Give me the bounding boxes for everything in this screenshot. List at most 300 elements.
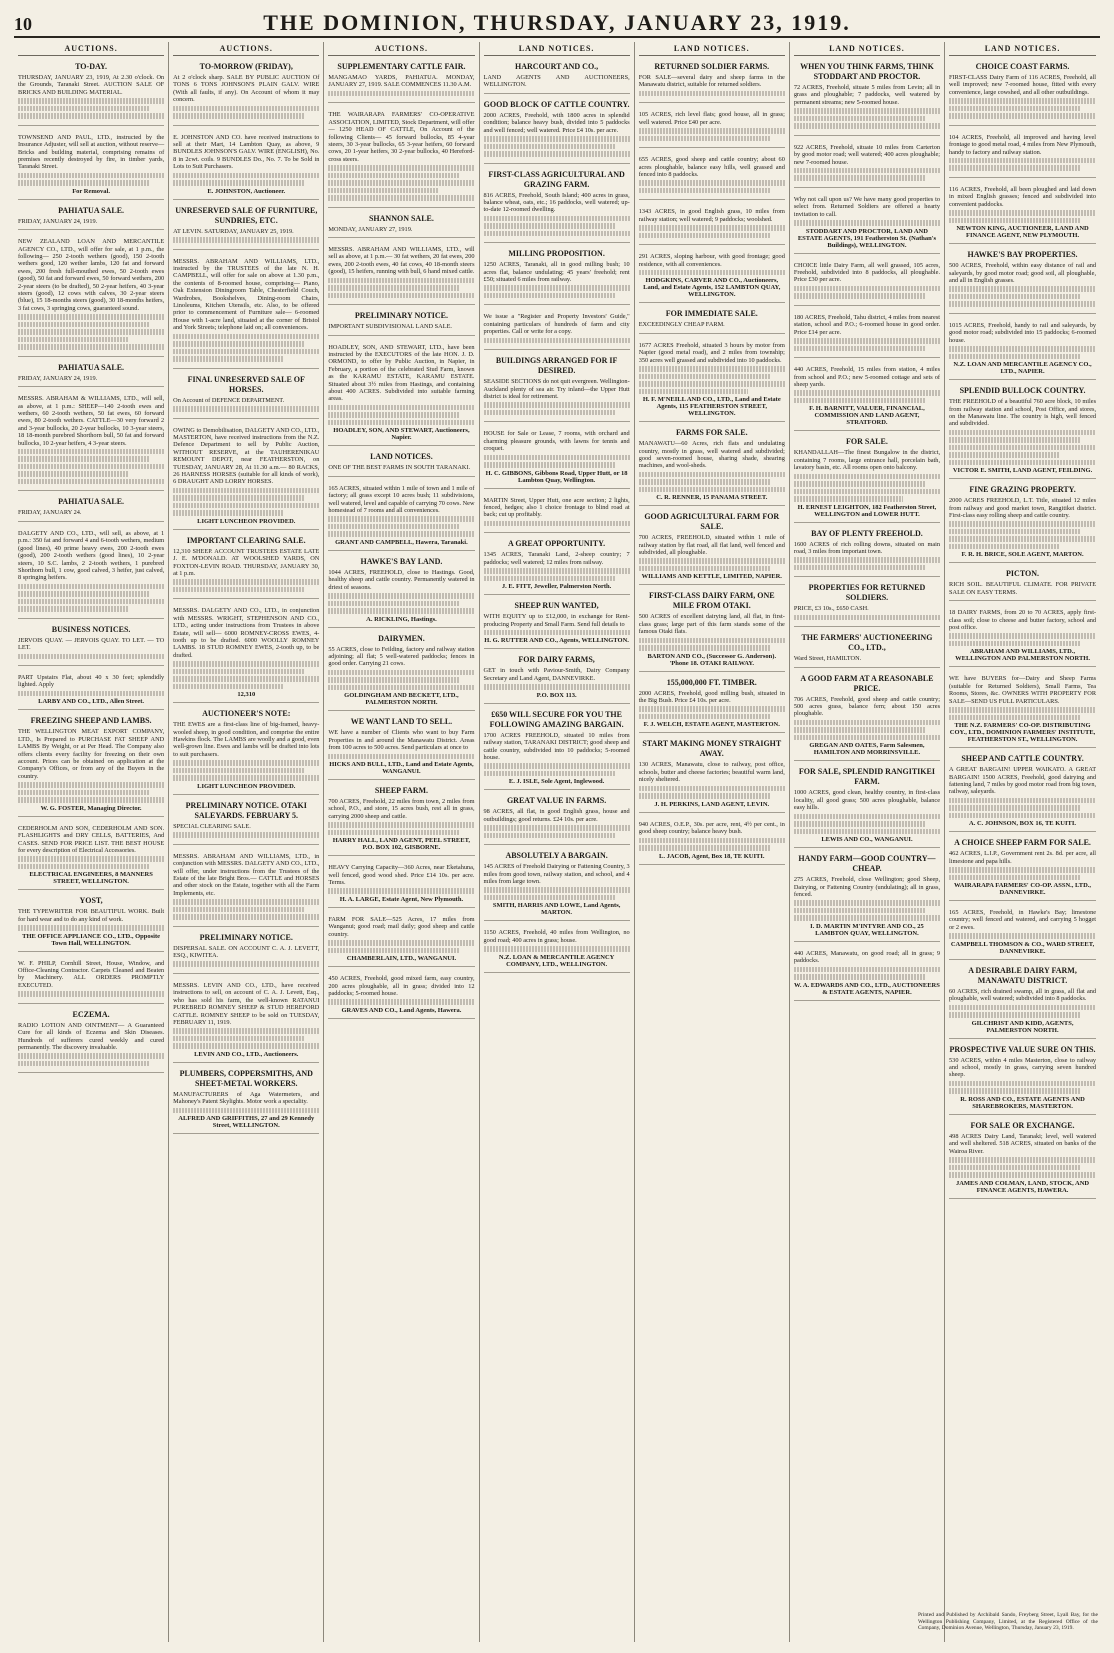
ad-signature: STODDART AND PROCTOR, LAND AND ESTATE AGENTS, 191 Featherston St. (Nathan's Buildings), WELLINGTON. [797,227,937,249]
ad-body-text: AT LEVIN. SATURDAY, JANUARY 25, 1919. [173,227,294,235]
ad-signature: NEWTON KING, AUCTIONEER, LAND AND FINANCE AGENT, NEW PLYMOUTH. [956,225,1089,240]
ad-body-text: 462 ACRES, L.I.P., Government rent 2s. 8d. per acre, all limestone and papa hills. [949,850,1097,865]
illegible-print-line [484,771,616,777]
ad-body-text: HEAVY Carrying Capacity—360 Acres, near Eketahuna, well fenced, good wood shed. Price £14 10s. per acre. Terms. [328,864,475,887]
advertisement [484,246,630,305]
illegible-print-line [173,495,305,501]
ad-body-text: MANUFACTURERS of Aga Watermeters, and Mahoney's Patent Skylights. Motor work a speciality. [173,1090,320,1106]
ad-body-text: FRIDAY, JANUARY 24. [18,509,82,517]
ad-body-text: 2000 ACRES, Freehold, with 1800 acres in splendid condition; balance heavy bush, divided into 5 paddocks and well fenced; well watered. Price £4 10s. per acre. [483,111,630,134]
advertisement [173,253,319,369]
ad-heading: HANDY FARM—GOOD COUNTRY—CHEAP. [798,854,936,874]
advertisement [484,353,630,422]
column-6 [790,42,945,1642]
ad-heading: WHEN YOU THINK FARMS, THINK STODDART AND PROCTOR. [800,62,934,81]
advertisement [639,675,785,734]
ad-body-text: NEW ZEALAND LOAN AND MERCANTILE AGENCY CO., LTD., will offer for sale, at 1 p.m., the following— 250 2-tooth wethers (good), 150 2-tooth wethers good, 120 wether lambs, 120 fat and forward ewes, 200 fresh full-mouthed ewes, 50 2-tooth ewes (good), 50 fat and forward ewes, 50 forward wethers, 200 2-year steers (to be drafted), 50 2-year heifers, 40 3-year steers (good), 12 cows with calves, 30 2-year steers (blue), 15 18-months steers (good), 30 18-months heifers, 3 fat cows, 3 springing cows, guaranteed sound. [18,238,165,312]
advertisement [173,533,319,600]
ad-body-text: 2000 ACRES, Freehold, good milling bush, situated in the Big Bush. Price £4 10s. per acre. [638,689,785,705]
ad-body-text: 940 ACRES, O.E.P., 30s. per acre, rent, 4½ per cent., in good sheep country; balance heavy bush. [638,820,785,836]
ad-signature: W. A. EDWARDS AND CO., LTD., AUCTIONEERS & ESTATE AGENTS, NAPIER. [794,981,940,996]
illegible-print-line [173,899,319,905]
ad-body-text: Why not call upon us? We have many good properties to select from. Returned Soldiers are offered a hearty invitation to call. [793,195,941,218]
advertisement [949,604,1096,667]
advertisement [949,904,1096,960]
ad-signature: H. ERNEST LEIGHTON, 182 Featherston Street, WELLINGTON and LOWER HUTT. [797,503,937,518]
illegible-print-line [328,888,474,894]
ad-signature: GOLDINGHAM AND BECKETT, LTD., PALMERSTON NORTH. [344,692,459,707]
column-heading: LAND NOTICES. [484,42,630,56]
advertisement [639,736,785,812]
ad-signature: H. G. RUTTER AND CO., Agents, WELLINGTON. [484,637,629,645]
illegible-print-line [18,106,150,112]
ad-heading: SPLENDID BULLOCK COUNTRY. [959,386,1086,396]
ad-body-text: DISPERSAL SALE. ON ACCOUNT C. A. J. LEVETT, ESQ., KIWITEA. [173,944,320,960]
illegible-print-line [484,576,616,582]
advertisement [794,630,940,667]
advertisement [639,248,785,303]
advertisement [18,360,164,387]
illegible-print-line [639,558,785,564]
ad-body-text: 700 ACRES, Freehold, 22 miles from town, 2 miles from school, P.O., and store, 15 acres bush, rest all in grass, carrying 2000 sheep and cattle. [328,798,475,820]
ad-signature: LIGHT LUNCHEON PROVIDED. [197,517,296,525]
illegible-print-line [173,180,305,186]
ad-body-text: 500 ACRES of excellent dairying land, all flat, in first-class grass; large part of this farm stands some of the famous Otaki flats. [638,613,785,636]
illegible-print-line [328,405,474,411]
ad-body-text: 700 ACRES, FREEHOLD, situated within 1 mile of railway station by flat road, all flat land, well fenced and subdivided, all ploughable. [638,534,785,557]
ad-heading: WE WANT LAND TO SELL. [350,717,453,727]
advertisement [794,526,940,578]
illegible-print-line [328,593,474,599]
advertisement [173,602,319,703]
advertisement [484,924,630,972]
ad-body-text: 55 ACRES, close to Feilding, factory and railway station adjoining; all flat; 5 well-watered paddocks; fences in good order. Carrying 21 cows. [328,645,475,668]
illegible-print-line [794,720,940,726]
ad-heading: BUSINESS NOTICES. [51,624,131,634]
advertisement [639,588,785,671]
ad-body-text: CHOICE little Dairy Farm, all well grassed, 105 acres, Freehold, subdivided into 8 paddocks, all ploughable. Price £30 per acre. [793,261,941,284]
illegible-print-line [949,346,1096,352]
illegible-print-line [794,108,940,114]
ad-body-text: 500 ACRES, Freehold, within easy distance of rail and saleyards, by good motor road; good soil, all ploughable, and all in English grasses. [949,262,1097,284]
illegible-print-line [484,216,630,222]
advertisement [949,751,1096,832]
ad-body-text: SEASIDE SECTIONS do not quit evergreen. Wellington-Auckland plenty of sea air. Try inland—the Upper Hutt district is ideal for retirement. [483,378,630,400]
illegible-print-line [18,98,164,104]
illegible-print-line [639,786,785,792]
advertisement [18,669,164,710]
ad-body-text: Ward Street, HAMILTON. [793,655,862,663]
illegible-print-line [949,529,1081,535]
ad-body-text: 72 ACRES, Freehold, situate 5 miles from Levin; all in grass and ploughable; 7 paddocks, well watered by permanent streams; new 5-roomed house. [793,84,941,106]
ad-signature: J. E. FITT, Jeweller, Palmerston North. [501,583,612,591]
illegible-print-line [484,223,616,229]
advertisement [18,494,164,521]
advertisement [794,764,940,848]
advertisement [173,977,319,1063]
illegible-print-line [639,645,771,651]
ad-heading: FIRST-CLASS DAIRY FARM, ONE MILE FROM OTAKI. [648,591,775,611]
illegible-print-line [794,346,926,352]
ad-heading: PRELIMINARY NOTICE. [199,932,293,942]
illegible-print-line [173,1028,319,1034]
ad-body-text: E. JOHNSTON AND CO. have received instructions to sell at their Mart, 14 Lambton Quay, as above, 9 BUNDLES JOHNSON'S GALV. WIRE (ENGLISH), No. 8 in 2cwt. coils. 9 BUNDLES Do., No. 7. To be Sold in Lots to Suit Purchasers. [173,133,320,171]
ad-signature: LARBY AND CO., LTD., Allen Street. [38,698,145,706]
ad-heading: CHOICE COAST FARMS. [975,62,1070,71]
ad-body-text: FRIDAY, JANUARY 24, 1919. [18,217,98,225]
illegible-print-line [949,1172,1096,1178]
advertisement [18,820,164,891]
illegible-print-line [484,293,616,299]
ad-heading: PICTON. [1006,569,1040,579]
illegible-print-line [484,887,630,893]
ad-heading: FINAL UNRESERVED SALE OF HORSES. [187,374,305,394]
illegible-print-line [18,856,164,862]
ad-body-text: 1250 ACRES, Taranaki, all in good milling bush; 10 acres flat, balance undulating; 45 years' freehold; rent £50; situated 6 miles from railway. [483,261,630,284]
illegible-print-line [794,398,926,404]
advertisement [794,191,940,254]
illegible-print-line [18,654,164,660]
ad-signature: HODGKINS, CARVER AND CO., Auctioneers, Land, and Estate Agents, 152 LAMBTON QUAY, WELLINGTON. [643,277,781,299]
illegible-print-line [328,948,460,954]
advertisement [949,1118,1096,1199]
illegible-print-line [484,231,630,237]
ad-body-text: 130 ACRES, Manawatu, close to railway, post office, schools, butter and cheese factories; beautiful warm land, nicely sheltered. [638,761,785,784]
ad-signature: CHAMBERLAIN, LTD., WANGANUI. [346,955,457,963]
illegible-print-line [949,106,1081,112]
advertisement [328,339,474,447]
ad-body-text: MESSRS. ABRAHAM AND WILLIAMS, LTD., will sell as above, at 1 p.m.— 30 fat wethers, 20 fat ewes, 200 ewes, 200 2-tooth ewes, 40 fat cows, 40 18-month steers (good), 15 heifers, running with bull, 6 hand mixed cattle. [328,246,475,276]
ad-heading: SHEEP RUN WANTED, [514,601,599,611]
ad-body-text: 922 ACRES, Freehold, situate 10 miles from Carterton by good motor road; well watered; 400 acres ploughable; new 7-roomed house. [793,143,941,166]
ad-heading: PLUMBERS, COPPERSMITHS, AND SHEET-METAL WORKERS. [179,1068,313,1088]
illegible-print-line [18,797,164,803]
advertisement [328,911,474,967]
illegible-print-line [639,136,771,142]
illegible-print-line [328,195,474,201]
advertisement [949,247,1096,314]
ad-body-text: MANAWATU—60 Acres, rich flats and undulating country, mostly in grass, well watered and subdivided; good seven-roomed house, sharing shade, shearing machines, and wool-sheds. [638,440,785,470]
ad-signature: W. G. FOSTER, Managing Director. [40,804,142,812]
illegible-print-line [328,608,474,614]
ad-body-text: FIRST-CLASS Dairy Farm of 116 ACRES, Freehold, all well improved; new 7-roomed house, fitted with every convenience, large cowshed, and all other outbuildings. [949,74,1097,96]
advertisement [173,422,319,530]
ad-body-text: MESSRS. ABRAHAM AND WILLIAMS, LTD., instructed by the TRUSTEES of the late N. H. CAMPBELL, will offer for sale on above at 1.30 p.m., the contents of 8-roomed house, comprising— Piano, Oak Extension Diningroom Table, Chesterfield Couch, Wardrobes, Bookshelves, Dining-room Chairs, Linoleums, Kitchen Utensils, etc. Also, to be offered prior to commencement of Furniture sale— 6-roomed House with 1-acre land, situated at the corner of Bristol and York Streets; telephone laid on; all conveniences. [173,257,320,332]
ad-heading: £650 WILL SECURE FOR YOU THE FOLLOWING AMAZING BARGAIN. [489,709,624,729]
illegible-print-line [794,565,926,571]
illegible-print-line [328,940,474,946]
illegible-print-line [328,999,474,1005]
ad-signature: LIGHT LUNCHEON PROVIDED. [197,782,296,790]
advertisement [18,129,164,200]
illegible-print-line [18,113,164,119]
advertisement [639,337,785,422]
advertisement [328,480,474,551]
ad-body-text: JERVOIS QUAY. — JERVOIS QUAY. TO LET. — TO LET. [18,636,165,652]
ad-heading: PRELIMINARY NOTICE. OTAKI SALEYARDS. FEBRUARY 5. [185,800,307,820]
illegible-print-line [18,456,150,462]
illegible-print-line [949,218,1081,224]
advertisement [949,963,1096,1039]
ad-body-text: MANGAMAO YARDS, PAHIATUA. MONDAY, JANUARY 27, 1919. SALE COMMENCES 11.30 A.M. [328,74,475,89]
ad-heading: AUCTIONEER'S NOTE: [202,709,291,719]
advertisement [328,859,474,908]
illegible-print-line [949,544,1059,550]
illegible-print-line [328,670,474,676]
illegible-print-line [949,875,1081,881]
illegible-print-line [794,474,940,480]
ad-heading: UNRESERVED SALE OF FURNITURE, SUNDRIES, ETC. [175,205,318,225]
advertisement [173,848,319,927]
ad-signature: J. H. PERKINS, LAND AGENT, LEVIN. [654,800,770,808]
illegible-print-line [484,402,630,408]
ad-heading: PROSPECTIVE VALUE SURE ON THIS. [949,1044,1096,1054]
illegible-print-line [484,455,630,461]
advertisement [794,257,940,306]
illegible-print-line [173,669,305,675]
advertisement [18,390,164,491]
ad-body-text: FOR SALE—several dairy and sheep farms in the Manawatu district, suitable for returned soldiers. [638,74,785,89]
ad-signature: 12,310 [237,691,256,699]
ad-heading: PRELIMINARY NOTICE. [354,311,449,321]
column-heading: LAND NOTICES. [639,42,785,56]
illegible-print-line [18,1061,150,1067]
illegible-print-line [949,1165,1081,1171]
illegible-print-line [949,165,1081,171]
illegible-print-line [794,116,926,122]
ad-signature: THE N.Z. FARMERS' CO-OP. DISTRIBUTING COY., LTD., DOMINION FARMERS' INSTITUTE, FEATHERSTON ST., WELLINGTON. [949,722,1096,744]
ad-body-text: 1600 ACRES of rich rolling downs, situated on main road, 3 miles from important town. [793,540,941,555]
illegible-print-line [949,460,1096,466]
advertisement [173,372,319,419]
illegible-print-line [949,536,1096,542]
ad-signature: L. JACOB, Agent, Box 18, TE KUITI. [659,852,765,860]
illegible-print-line [173,832,319,838]
ad-heading: HAWKE'S BAY LAND. [360,556,443,566]
illegible-print-line [328,165,474,171]
illegible-print-line [949,641,1081,647]
illegible-print-line [794,557,940,563]
illegible-print-line [639,838,785,844]
illegible-print-line [484,763,630,769]
ad-heading: FREEZING SHEEP AND LAMBS. [30,716,152,726]
ad-body-text: 655 ACRES, good sheep and cattle country; about 60 acres ploughable, balance easy hills, well grassed and fenced into 8 paddocks. [638,156,785,178]
advertisement [794,139,940,188]
ad-body-text: 706 ACRES, Freehold, good sheep and cattle country; 500 acres grass, balance fern; about 150 acres ploughable. [793,695,941,718]
ad-heading: HARCOURT AND CO., [515,62,599,71]
ad-signature: WAIRARAPA FARMERS' CO-OP. ASSN., LTD., DANNEVIRKE. [954,882,1092,897]
illegible-print-line [484,825,630,831]
advertisement [484,492,630,534]
ad-body-text: RICH SOIL. BEAUTIFUL CLIMATE. FOR PRIVATE SALE ON EASY TERMS. [949,581,1097,596]
ad-body-text: 440 ACRES, Manawatu, on good road; all in grass; 9 paddocks. [793,949,941,965]
illegible-print-line [328,531,474,537]
illegible-print-line [639,706,785,712]
illegible-print-line [949,1012,1081,1018]
ad-heading: SUPPLEMENTARY CATTLE FAIR. [337,62,466,71]
ad-body-text: 105 ACRES, rich level flats; good house, all in grass; well watered. Price £40 per acre. [638,111,785,126]
ad-body-text: OWING to Demobilisation, DALGETY AND CO., LTD., MASTERTON, have received instructions from the N.Z. Defence Department to sell by Public Auction, WITHOUT RESERVE, at the TAUHERENIKAU REMOUNT DEPOT, near FEATHERSTON, on TUESDAY, JANUARY 28, At 11.30 a.m.— 80 RACKS, 26 HARNESS HORSES (suitable for all kinds of work), 6 DRAUGHT AND LORRY HORSES. [173,426,320,486]
ad-body-text: 165 ACRES, Freehold, in Hawke's Bay; limestone country; well fenced and watered, and carrying 5 hogget or 2 ewes. [949,909,1097,931]
ad-body-text: 291 ACRES, sloping harbour, with good frontage; good residence, with all conveniences. [638,253,785,268]
illegible-print-line [639,225,785,231]
ad-signature: A. RICKLING, Hastings. [366,615,437,623]
illegible-print-line [18,606,128,612]
illegible-print-line [18,991,164,997]
ad-heading: DAIRYMEN. [378,633,425,643]
advertisement [18,233,164,357]
ad-body-text: FRIDAY, JANUARY 24, 1919. [18,374,98,382]
ad-signature: I. D. MARTIN M'INTYRE AND CO., 25 LAMBTON QUAY, WELLINGTON. [810,922,924,937]
advertisement [639,203,785,245]
advertisement [949,181,1096,244]
advertisement [328,449,474,476]
illegible-print-line [484,895,616,901]
illegible-print-line [18,479,164,485]
illegible-print-line [949,715,1081,721]
illegible-print-line [794,814,940,820]
illegible-print-line [639,487,785,493]
column-5 [635,42,790,1642]
ad-signature: GILCHRIST AND KIDD, AGENTS, PALMERSTON NORTH. [971,1019,1074,1034]
ad-heading: SHEEP AND CATTLE COUNTRY. [961,754,1084,764]
advertisement [484,793,630,845]
illegible-print-line [484,462,616,468]
illegible-print-line [949,98,1096,104]
advertisement [484,59,630,94]
illegible-print-line [18,864,150,870]
illegible-print-line [794,123,940,129]
ad-signature: HARRY HALL, LAND AGENT, PEEL STREET, P.O. BOX 102, GISBORNE. [332,837,471,852]
illegible-print-line [484,338,630,344]
column-heading: AUCTIONS. [328,42,474,56]
illegible-print-line [173,768,305,774]
ad-signature: F. R. H. BRICE, SOLE AGENT, MARTON. [961,551,1084,559]
illegible-print-line [18,584,164,590]
illegible-print-line [484,136,630,142]
ad-heading: FOR SALE. [846,437,888,447]
illegible-print-line [173,341,305,347]
advertisement [328,631,474,712]
column-7 [945,42,1100,1642]
illegible-print-line [639,845,771,851]
ad-body-text: 1343 ACRES, in good English grass, 10 miles from railway station; well watered; 9 paddocks; woolshed. [638,208,785,223]
ad-body-text: THE TYPEWRITER FOR BEAUTIFUL WORK. Built for hard wear and to do any kind of work. [18,908,165,923]
ad-signature: LEVIN AND CO., LTD., Auctioneers. [194,1050,299,1058]
illegible-print-line [173,237,319,243]
ad-body-text: PART Upstairs Flat, about 40 x 30 feet; splendidly lighted. Apply [18,674,165,689]
ad-body-text: MESSRS. ABRAHAM AND WILLIAMS, LTD., in conjunction with MESSRS. DALGETY AND CO., LTD., will offer, under instructions from the Trustees of the Estate of the late Bright Bros.— CATTLE and HORSES and other stock on the Estate, together with all the Farm Implements, etc. [173,852,320,897]
illegible-print-line [173,907,305,913]
illegible-print-line [794,900,940,906]
advertisement [949,835,1096,901]
advertisement [639,106,785,148]
column-2 [169,42,324,1642]
advertisement [794,59,940,136]
illegible-print-line [328,91,474,97]
illegible-print-line [794,175,926,181]
column-heading: LAND NOTICES. [794,42,940,56]
advertisement [328,714,474,780]
illegible-print-line [639,472,785,478]
illegible-print-line [18,180,150,186]
ad-heading: MILLING PROPOSITION. [508,249,605,259]
advertisement [484,598,630,649]
ad-signature: JAMES AND COLMAN, LAND, STOCK, AND FINANCE AGENTS, HAWERA. [955,1179,1090,1194]
ad-heading: FOR DAIRY FARMS, [518,655,595,665]
ad-body-text: 1345 ACRES, Taranaki Land, 2-sheep country; 7 paddocks; well watered; 12 miles from railway. [483,551,630,566]
advertisement [639,151,785,200]
illegible-print-line [18,790,150,796]
ad-signature: VICTOR E. SMITH, LAND AGENT, FEILDING. [952,467,1093,475]
illegible-print-line [173,510,283,516]
ad-signature: H. A. LARGE, Estate Agent, New Plymouth. [339,895,464,903]
ad-signature: HOADLEY, SON, AND STEWART, Auctioneers, Napier. [333,427,470,442]
advertisement [949,317,1096,380]
ad-signature: LEWIS AND CO., WANGANUI. [821,836,913,844]
illegible-print-line [794,727,926,733]
ad-signature: ELECTRICAL ENGINEERS, 8 MANNERS STREET, WELLINGTON. [29,871,153,886]
illegible-print-line [328,278,474,284]
ad-signature: R. ROSS AND CO., ESTATE AGENTS AND SHAREBROKERS, MASTERTON. [960,1095,1085,1110]
illegible-print-line [173,349,319,355]
advertisement [794,434,940,522]
ad-heading: RETURNED SOLDIER FARMS. [654,62,770,71]
advertisement [173,129,319,200]
ad-heading: PROPERTIES FOR RETURNED SOLDIERS. [808,583,926,603]
illegible-print-line [794,489,940,495]
advertisement [639,509,785,585]
page-number: 10 [14,14,32,34]
illegible-print-line [639,638,785,644]
ad-heading: LAND NOTICES. [370,452,433,462]
advertisement [639,59,785,103]
ad-body-text: EXCEEDINGLY CHEAP FARM. [638,321,725,329]
ad-heading: PAHIATUA SALE. [58,205,125,215]
ad-signature: E. J. ISLE, Sole Agent, Inglewood. [508,778,605,786]
column-3 [324,42,479,1642]
ad-signature: BARTON AND CO., (Successor G. Anderson). 'Phone 18. OTAKI RAILWAY. [647,652,777,667]
ad-body-text: KHANDALLAH—The finest Bungalow in the district, containing 7 rooms, large entrance hall, porcelain bath, lavatory basin, etc. All rooms open onto balcony. [793,449,941,472]
advertisement [173,798,319,845]
ad-body-text: FARM FOR SALE—525 Acres, 17 miles from Wanganui; good road; mail daily; good sheep and cattle country. [328,915,475,938]
ad-body-text: THURSDAY, JANUARY 23, 1919, At 2.30 o'clock. On the Grounds, Taranaki Street. AUCTION SALE OF BRICKS AND BUILDING MATERIAL. [18,74,165,96]
advertisement [484,425,630,488]
illegible-print-line [949,301,1096,307]
advertisement [328,241,474,305]
advertisement [794,580,940,627]
illegible-print-line [18,1053,164,1059]
illegible-print-line [173,106,319,112]
ad-body-text: 498 ACRES Dairy Land, Taranaki; level, well watered and well sheltered. 518 ACRES, situated on banks of the Wairoa River. [949,1132,1097,1155]
advertisement [639,816,785,865]
advertisement [794,671,940,762]
advertisement [639,425,785,506]
illegible-print-line [173,503,319,509]
ad-body-text: 1015 ACRES, Freehold, handy to rail and saleyards, by good motor road; subdivided into 15 paddocks; 6-roomed house. [949,321,1097,344]
illegible-print-line [18,925,164,931]
advertisement [328,59,474,103]
column-heading: AUCTIONS. [173,42,319,56]
advertisement [949,383,1096,479]
illegible-print-line [639,479,771,485]
advertisement [173,203,319,250]
illegible-print-line [173,173,319,179]
advertisement [18,59,164,126]
column-heading: LAND NOTICES. [949,42,1096,56]
illegible-print-line [639,270,785,276]
illegible-print-line [18,782,164,788]
